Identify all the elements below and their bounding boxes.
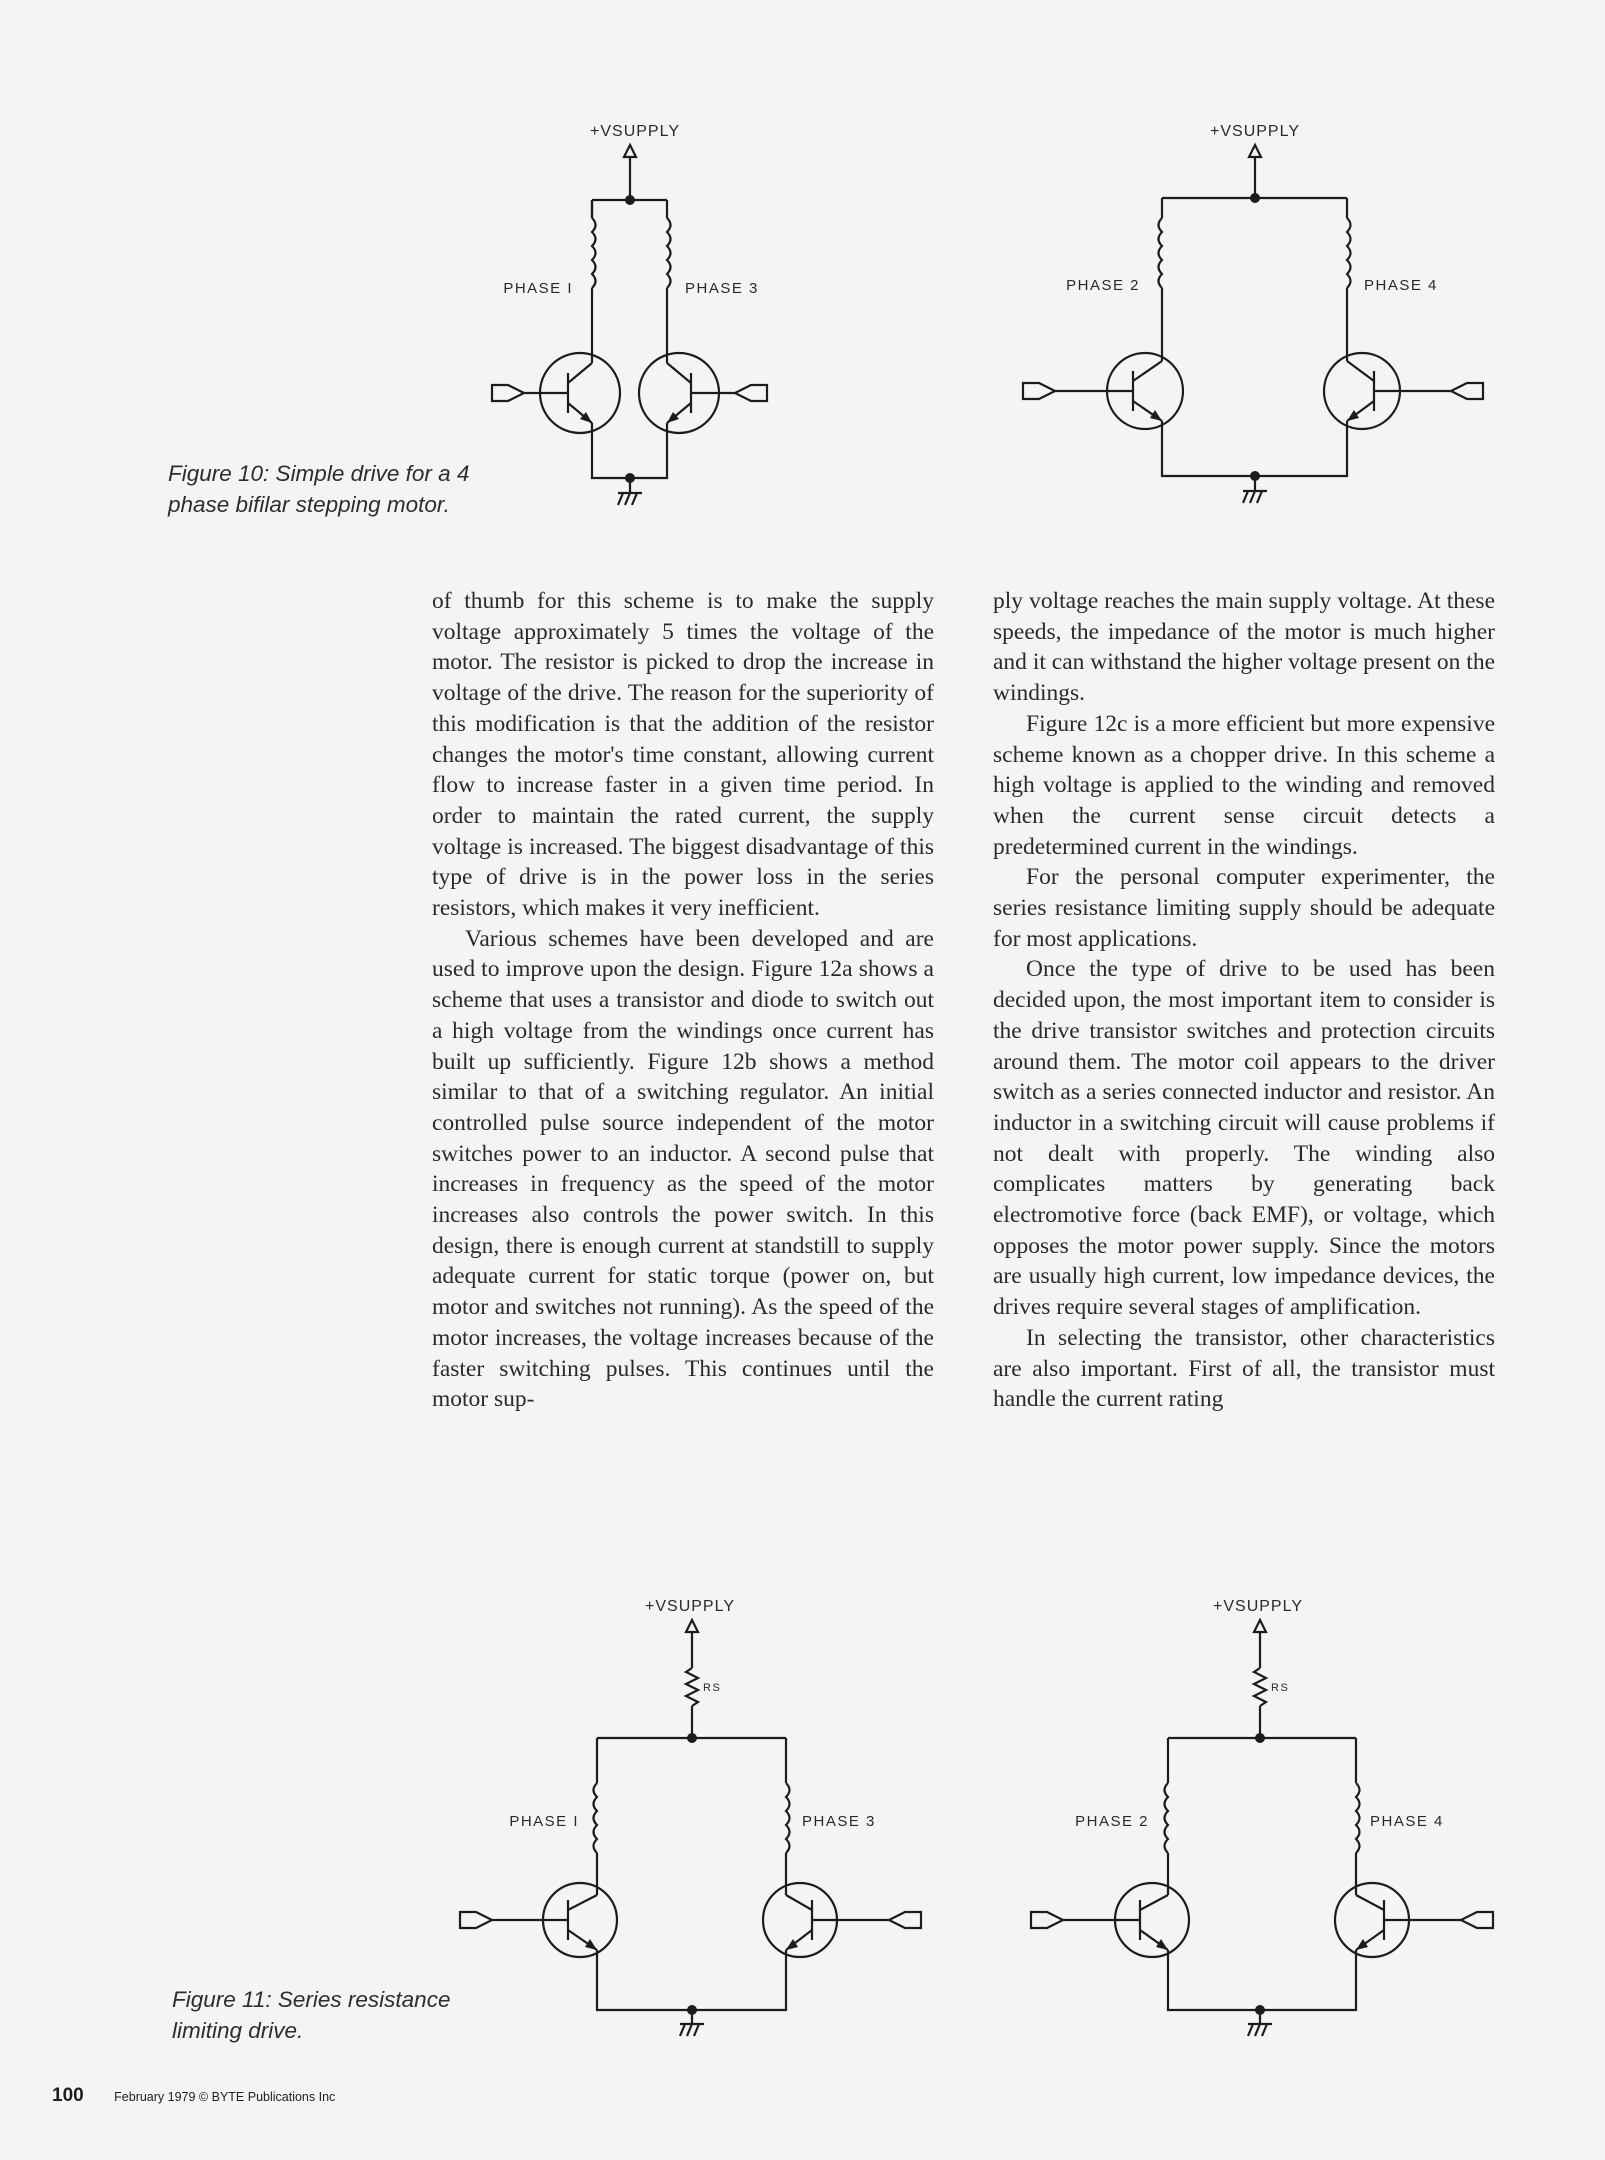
fig11-circuit-left xyxy=(440,1590,950,2050)
coil-phase-2 xyxy=(1159,218,1163,288)
publication-line: February 1979 © BYTE Publications Inc xyxy=(114,2090,336,2104)
paragraph: Various schemes have been developed and are used to improve upon the design. Figure 12a shows a scheme that uses a transistor and diode to switch out a high voltage from the windings once current has built up sufficiently. Figure 12b shows a method similar to that of a switching regulator. An initial controlled pulse source independent of the motor switches power to an inductor. A second pulse that increases in frequency as the speed of the motor increases also controls the power switch. In this design, there is enough current at standstill to supply adequate current for static torque (power on, but motor and switches not running). As the speed of the motor increases, the voltage increases because of the faster switching pulses. This continues until the motor sup- xyxy=(432,925,934,1413)
paragraph: of thumb for this scheme is to make the supply voltage approximately 5 times the voltage of the motor. The resistor is picked to drop the increase in voltage of the drive. The reason for the superiority of this modification is that the addition of the resistor changes the motor's time constant, allowing current flow to increase faster in a given time period. In order to maintain the rated current, the supply voltage is increased. The biggest disadvantage of this type of drive is in the power loss in the series resistors, which makes it very inefficient. xyxy=(432,588,934,922)
coil-phase-4 xyxy=(1347,218,1351,288)
supply-terminal xyxy=(624,145,636,157)
coil-phase-3 xyxy=(786,1783,790,1853)
supply-label: +VSUPPLY xyxy=(1213,1598,1303,1615)
supply-terminal xyxy=(1249,145,1261,157)
phase-label-left: PHASE I xyxy=(509,1813,579,1830)
coil-phase-1 xyxy=(594,1783,598,1853)
emitter-arrow xyxy=(1156,1939,1168,1950)
supply-label: +VSUPPLY xyxy=(645,1598,735,1615)
coil-phase-3 xyxy=(667,218,671,288)
paragraph: Figure 12c is a more efficient but more expensive scheme known as a chopper drive. In this scheme a high voltage is applied to the winding and removed when the current sense circuit detects a predetermined current in the windings. xyxy=(993,710,1495,860)
series-resistor xyxy=(686,1668,698,1706)
input-terminal-phase-2 xyxy=(1023,383,1055,399)
phase-label-left: PHASE 2 xyxy=(1075,1813,1149,1830)
input-terminal-phase-1 xyxy=(460,1912,492,1928)
wire-bottom xyxy=(592,423,667,478)
wire-bottom xyxy=(1168,1950,1356,2010)
input-terminal-phase-1 xyxy=(492,385,524,401)
input-terminal-phase-3 xyxy=(889,1912,921,1928)
body-column-left xyxy=(432,586,934,1415)
emitter-arrow xyxy=(786,1939,798,1950)
input-terminal-phase-2 xyxy=(1031,1912,1063,1928)
resistor-label: RS xyxy=(1271,1682,1290,1694)
supply-terminal xyxy=(1254,1620,1266,1632)
phase-label-left: PHASE I xyxy=(503,280,573,297)
series-resistor xyxy=(1254,1668,1266,1706)
phase-label-right: PHASE 3 xyxy=(802,1813,876,1830)
resistor-label: RS xyxy=(703,1682,722,1694)
fig11-circuit-right xyxy=(1010,1590,1520,2050)
supply-label: +VSUPPLY xyxy=(590,123,680,140)
fig10-circuit-left xyxy=(430,115,940,535)
emitter-arrow xyxy=(585,1939,597,1950)
input-terminal-phase-3 xyxy=(735,385,767,401)
input-terminal-phase-4 xyxy=(1451,383,1483,399)
emitter-arrow xyxy=(1150,410,1162,421)
paragraph: ply voltage reaches the main supply voltage. At these speeds, the impedance of the motor is much higher and it can withstand the higher voltage present on the windings. xyxy=(993,588,1495,707)
wire-bottom xyxy=(597,1950,786,2010)
page-footer xyxy=(52,2085,335,2107)
coil-phase-4 xyxy=(1356,1783,1360,1853)
fig10-circuit-right xyxy=(1000,115,1510,535)
emitter-arrow xyxy=(1356,1939,1368,1950)
supply-terminal xyxy=(686,1620,698,1632)
supply-label: +VSUPPLY xyxy=(1210,123,1300,140)
paragraph: Once the type of drive to be used has been decided upon, the most important item to consider is the drive transistor switches and protection circuits around them. The motor coil appears to the driver switch as a series connected inductor and resistor. An inductor in a switching circuit will cause problems if not dealt with properly. The winding also complicates matters by generating back electromotive force (back EMF), or voltage, which opposes the motor power supply. Since the motors are usually high current, low impedance devices, the drives require several stages of amplification. xyxy=(993,956,1495,1321)
figure-10-caption: Figure 10: Simple drive for a 4 phase bifilar stepping motor. xyxy=(168,461,470,517)
paragraph: For the personal computer experimenter, the series resistance limiting supply should be adequate for most applications. xyxy=(993,864,1495,952)
paragraph: In selecting the transistor, other characteristics are also important. First of all, the transistor must handle the current rating xyxy=(993,1324,1495,1413)
emitter-arrow xyxy=(1347,410,1359,421)
input-terminal-phase-4 xyxy=(1461,1912,1493,1928)
phase-label-right: PHASE 4 xyxy=(1364,277,1438,294)
figure-11-caption: Figure 11: Series resistance limiting drive. xyxy=(172,1987,451,2043)
body-column-right xyxy=(993,586,1495,1415)
phase-label-right: PHASE 3 xyxy=(685,280,759,297)
coil-phase-1 xyxy=(592,218,596,288)
coil-phase-2 xyxy=(1165,1783,1169,1853)
phase-label-right: PHASE 4 xyxy=(1370,1813,1444,1830)
page-number: 100 xyxy=(52,2085,84,2106)
wire-bottom xyxy=(1162,421,1347,476)
phase-label-left: PHASE 2 xyxy=(1066,277,1140,294)
